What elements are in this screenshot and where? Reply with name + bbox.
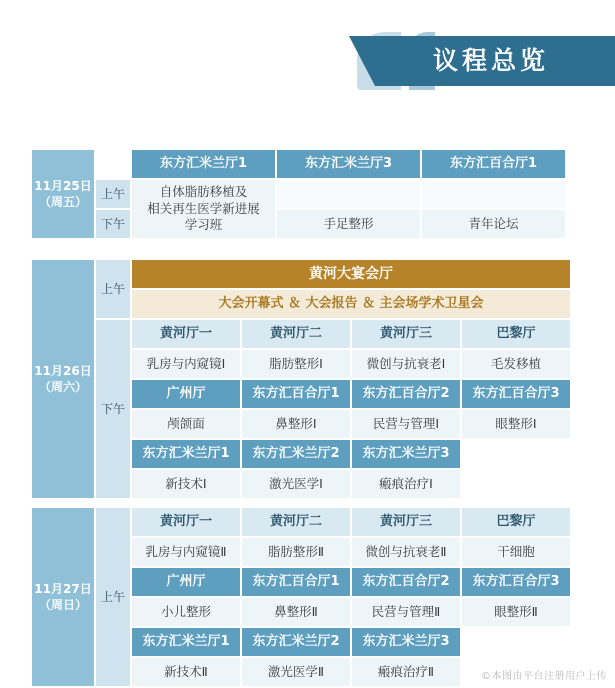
banner-notch-shape (349, 36, 375, 86)
session-cell: 乳房与内窥镜Ⅰ (132, 350, 240, 378)
day-label-cell (32, 508, 94, 686)
session-cell: 青年论坛 (422, 210, 565, 238)
venue-header: 东方汇百合厅1 (242, 568, 350, 596)
day-label-cell (32, 260, 94, 498)
table-row (32, 508, 570, 536)
venue-header: 广州厅 (132, 568, 240, 596)
page-header (0, 18, 615, 96)
venue-header: 东方汇米兰厅1 (132, 150, 275, 178)
session-cell: 激光医学Ⅰ (242, 470, 350, 498)
watermark-text: ©本图由平台注册用户上传 (481, 671, 607, 682)
venue-header: 东方汇百合厅3 (462, 380, 570, 408)
schedule-table-day1 (30, 148, 567, 240)
venue-header: 黄河厅三 (352, 320, 460, 348)
venue-header: 东方汇百合厅3 (462, 568, 570, 596)
day-label-line1: 11月26日 (34, 363, 92, 378)
plenary-hall-header: 黄河大宴会厅 (132, 260, 570, 288)
venue-header: 东方汇米兰厅1 (132, 440, 240, 468)
day-label-line2: （周日） (38, 598, 87, 612)
venue-header: 东方汇百合厅1 (242, 380, 350, 408)
session-cell: 微创与抗衰老Ⅱ (352, 538, 460, 566)
venue-header: 黄河厅二 (242, 508, 350, 536)
plenary-session-title: 大会开幕式 ＆ 大会报告 ＆ 主会场学术卫星会 (132, 290, 570, 318)
venue-header: 东方汇米兰厅3 (277, 150, 420, 178)
session-cell: 眼整形Ⅱ (462, 598, 570, 626)
session-cell: 脂肪整形Ⅱ (242, 538, 350, 566)
venue-header-empty (462, 628, 570, 656)
day-label-line1: 11月25日 (34, 178, 92, 193)
venue-header: 黄河厅三 (352, 508, 460, 536)
day-label-line2: （周六） (38, 380, 87, 394)
table-row (32, 260, 570, 288)
day-label-cell (32, 150, 94, 238)
day-label-line2: （周五） (38, 195, 87, 209)
session-cell: 新技术Ⅱ (132, 658, 240, 686)
session-cell: 小儿整形 (132, 598, 240, 626)
venue-header: 黄河厅二 (242, 320, 350, 348)
session-cell: 干细胞 (462, 538, 570, 566)
table-row (32, 180, 565, 208)
table-row (32, 320, 570, 348)
period-label-afternoon: 下午 (96, 320, 130, 498)
venue-header: 东方汇米兰厅2 (242, 440, 350, 468)
session-cell: 颅颌面 (132, 410, 240, 438)
venue-header: 广州厅 (132, 380, 240, 408)
session-cell: 民营与管理Ⅰ (352, 410, 460, 438)
period-label-morning: 上午 (96, 260, 130, 318)
period-label-afternoon: 下午 (96, 210, 130, 238)
period-header-blank (96, 150, 130, 178)
session-cell-merged: 自体脂肪移植及 相关再生医学新进展 学习班 (132, 180, 275, 238)
session-cell: 新技术Ⅰ (132, 470, 240, 498)
session-cell: 民营与管理Ⅱ (352, 598, 460, 626)
session-cell: 激光医学Ⅱ (242, 658, 350, 686)
session-cell: 瘢痕治疗Ⅰ (352, 470, 460, 498)
venue-header: 巴黎厅 (462, 508, 570, 536)
venue-header: 东方汇米兰厅1 (132, 628, 240, 656)
period-label-morning: 上午 (96, 508, 130, 686)
schedule-table-day2 (30, 258, 572, 500)
session-cell: 乳房与内窥镜Ⅱ (132, 538, 240, 566)
session-cell-empty (422, 180, 565, 208)
venue-header: 东方汇米兰厅3 (352, 628, 460, 656)
session-cell: 脂肪整形Ⅰ (242, 350, 350, 378)
venue-header: 东方汇百合厅2 (352, 568, 460, 596)
table-row (32, 210, 565, 238)
venue-header: 东方汇百合厅1 (422, 150, 565, 178)
venue-header: 巴黎厅 (462, 320, 570, 348)
session-cell: 鼻整形Ⅰ (242, 410, 350, 438)
session-cell: 眼整形Ⅰ (462, 410, 570, 438)
day-label-line1: 11月27日 (34, 581, 92, 596)
session-cell: 手足整形 (277, 210, 420, 238)
schedule-table-day3 (30, 506, 572, 688)
period-label-morning: 上午 (96, 180, 130, 208)
table-header-row (32, 150, 565, 178)
venue-header: 东方汇百合厅2 (352, 380, 460, 408)
venue-header: 黄河厅一 (132, 508, 240, 536)
session-cell: 鼻整形Ⅱ (242, 598, 350, 626)
venue-header: 东方汇米兰厅3 (352, 440, 460, 468)
session-cell: 毛发移植 (462, 350, 570, 378)
page-title: 议程总览 (432, 46, 549, 75)
session-cell: 微创与抗衰老Ⅰ (352, 350, 460, 378)
venue-header-empty (462, 440, 570, 468)
session-cell-empty (277, 180, 420, 208)
venue-header: 东方汇米兰厅2 (242, 628, 350, 656)
session-cell: 瘢痕治疗Ⅱ (352, 658, 460, 686)
session-cell-empty (462, 470, 570, 498)
venue-header: 黄河厅一 (132, 320, 240, 348)
